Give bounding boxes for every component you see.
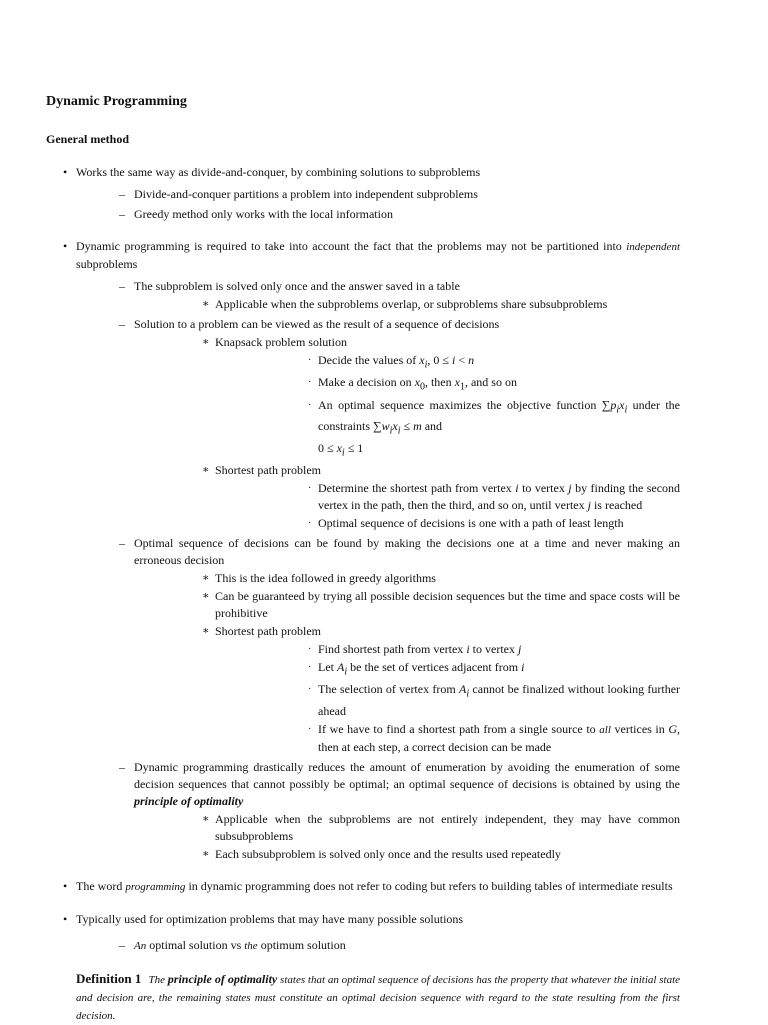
list-item: [215, 374, 680, 395]
list-item: [134, 623, 680, 756]
list-item: [215, 397, 680, 461]
list-item: [215, 352, 680, 373]
star-marker: ∗: [202, 336, 210, 348]
math-var: x: [419, 353, 425, 367]
bullet-marker: •: [63, 239, 68, 253]
bullet-marker: •: [63, 911, 68, 926]
dot-marker: ·: [308, 643, 312, 655]
list-item: [76, 759, 680, 863]
main-list: [46, 164, 680, 955]
definition-text: [76, 971, 681, 1022]
list-item: [134, 296, 680, 313]
item-text: Typically used for optimization problems that may have many possible solutions: [76, 911, 464, 926]
item-text: Applicable when the subproblems overlap, or subproblems share subsubproblems: [215, 297, 608, 311]
item-text: Works the same way as divide-and-conquer, by combining solutions to subproblems: [76, 165, 481, 179]
definition-the: The: [148, 973, 165, 986]
definition-term: principle of optimality: [167, 971, 278, 986]
page-title: Dynamic Programming: [46, 94, 187, 109]
item-text: to vertex: [522, 480, 565, 495]
emphasis-text: independent: [626, 241, 680, 253]
dash-marker: –: [119, 187, 125, 201]
sub-list: [76, 937, 680, 955]
bullet-marker: •: [63, 165, 68, 179]
sub-list: [215, 641, 680, 756]
dot-marker: ·: [308, 482, 312, 494]
math-var: j: [587, 497, 591, 512]
item-text: is reached: [593, 497, 643, 512]
list-item: [76, 186, 680, 203]
item-text: in dynamic programming does not refer to coding but refers to building tables of intermediate results: [188, 878, 673, 893]
item-text: by finding the second vertex in the path, then the third, and so on, until vertex: [318, 480, 681, 512]
list-item: [76, 937, 680, 955]
definition-label: Definition 1: [76, 970, 142, 986]
item-text: Shortest path problem: [215, 623, 321, 638]
item-text: Dynamic programming drastically reduces the amount of enumeration by avoiding the enumeration of some decision sequences that cannot possibly be optimal; an optimal sequence of decisions is obtained by using the: [134, 759, 680, 791]
list-item: [76, 316, 680, 532]
sub-list: [134, 811, 680, 863]
list-item: [215, 515, 680, 532]
sub-list: [215, 352, 680, 461]
item-text: ≤ 1: [347, 440, 364, 455]
item-text: , 0 ≤: [427, 353, 449, 367]
dash-marker: –: [119, 279, 125, 293]
math-sub: i: [466, 688, 470, 700]
math-var: i: [452, 353, 456, 367]
math-var: p: [610, 397, 617, 412]
sub-list: [134, 296, 680, 313]
bullet-marker: •: [63, 878, 68, 893]
dot-marker: ·: [308, 723, 312, 735]
item-text: subproblems: [76, 257, 138, 271]
math-sub: i: [397, 425, 401, 437]
math-var: x: [336, 440, 342, 455]
math-sub: i: [616, 404, 620, 416]
dot-marker: ·: [308, 684, 312, 696]
item-text: <: [458, 353, 466, 367]
sub-list: [76, 186, 680, 223]
list-item: [215, 480, 680, 514]
dash-marker: –: [119, 535, 125, 550]
math-var: x: [619, 397, 625, 412]
document-page: [46, 92, 680, 1025]
math-sub: i: [344, 666, 348, 678]
item-text: Optimal sequence of decisions is one with a path of least length: [318, 515, 624, 530]
math-rel: ≤: [403, 419, 411, 434]
math-var: i: [515, 480, 519, 495]
list-item: [134, 846, 680, 863]
math-var: A: [337, 659, 345, 674]
list-item: [76, 206, 680, 223]
item-text: cannot be finalized without looking further ahead: [318, 682, 681, 718]
item-text: , and so on: [464, 375, 517, 390]
item-text: The subproblem is solved only once and the answer saved in a table: [134, 279, 460, 293]
item-text: Make a decision on: [318, 375, 412, 390]
sub-list: [134, 570, 680, 756]
item-text: Decide the values of: [318, 353, 417, 367]
star-marker: ∗: [202, 298, 210, 310]
list-item: [134, 462, 680, 532]
star-marker: ∗: [202, 463, 210, 476]
item-text: If we have to find a shortest path from a single source to: [318, 721, 596, 736]
star-marker: ∗: [202, 812, 210, 825]
math-sub: 1: [459, 381, 465, 393]
dash-marker: –: [119, 937, 125, 952]
item-text: optimum solution: [260, 937, 346, 952]
list-item: [134, 334, 680, 461]
item-text: Greedy method only works with the local information: [134, 207, 393, 221]
list-item: [46, 164, 680, 223]
list-item: [76, 535, 680, 756]
list-item: [134, 570, 680, 587]
math-var: x: [414, 375, 420, 390]
list-item: [134, 811, 680, 845]
list-item: [46, 911, 680, 955]
sum-symbol: ∑: [601, 397, 611, 412]
math-var: w: [381, 419, 390, 434]
item-text: The selection of vertex from: [318, 682, 456, 697]
definition-block: [46, 970, 680, 1025]
math-var: i: [466, 641, 470, 656]
emphasis-text: all: [599, 723, 611, 736]
dash-marker: –: [119, 317, 125, 331]
section-heading: General method: [46, 132, 129, 146]
dash-marker: –: [119, 759, 125, 774]
item-text: Let: [318, 659, 334, 674]
sub-list: [215, 480, 680, 532]
math-var: m: [413, 419, 422, 434]
bold-italic-term: principle of optimality: [134, 793, 244, 808]
sum-symbol: ∑: [373, 419, 382, 434]
list-item: [76, 278, 680, 313]
star-marker: ∗: [202, 589, 210, 602]
item-text: optimal solution vs: [149, 937, 242, 952]
dot-marker: ·: [308, 377, 312, 389]
emphasis-text: An: [134, 939, 147, 952]
item-text: Optimal sequence of decisions can be found by making the decisions one at a time and never making an erroneous decision: [134, 535, 680, 567]
item-text: Knapsack problem solution: [215, 335, 347, 349]
item-text: Determine the shortest path from vertex: [318, 480, 512, 495]
dot-marker: ·: [308, 661, 312, 673]
math-sub: i: [341, 446, 345, 458]
math-sub: i: [389, 425, 393, 437]
item-text: An optimal sequence maximizes the objective function: [318, 397, 597, 412]
item-text: and: [424, 419, 443, 434]
item-text: under the constraints: [318, 397, 681, 434]
star-marker: ∗: [202, 624, 210, 637]
math-var: G: [668, 721, 678, 736]
math-var: x: [392, 419, 398, 434]
dot-marker: ·: [308, 355, 312, 366]
list-item: [215, 659, 680, 680]
item-text: 0 ≤: [318, 440, 334, 455]
star-marker: ∗: [202, 571, 210, 584]
item-text: Find shortest path from vertex: [318, 641, 464, 656]
math-var: i: [521, 659, 525, 674]
math-var: A: [458, 682, 467, 697]
item-text: be the set of vertices adjacent from: [350, 659, 519, 674]
item-text: Shortest path problem: [215, 462, 321, 477]
item-text: This is the idea followed in greedy algorithms: [215, 570, 436, 585]
list-item: [46, 878, 680, 896]
item-text: The word: [76, 878, 123, 893]
item-text: , then at each step, a correct decision can be made: [318, 721, 681, 754]
item-text: Applicable when the subproblems are not entirely independent, they may have common subsubproblems: [215, 811, 680, 843]
dot-marker: ·: [308, 517, 312, 529]
item-text: Can be guaranteed by trying all possible decision sequences but the time and space costs will be prohibitive: [215, 588, 680, 620]
dash-marker: –: [119, 207, 125, 221]
math-var: j: [568, 480, 572, 495]
sub-list: [134, 334, 680, 532]
math-var: x: [454, 375, 460, 390]
dot-marker: ·: [308, 399, 312, 411]
list-item: [215, 681, 680, 719]
list-item: [215, 721, 680, 756]
math-var: j: [517, 641, 522, 656]
list-item: [46, 238, 680, 863]
item-text: Solution to a problem can be viewed as the result of a sequence of decisions: [134, 317, 500, 331]
sub-list: [76, 278, 680, 863]
emphasis-text: the: [244, 939, 258, 952]
emphasis-text: programming: [125, 880, 186, 893]
math-sub: i: [624, 404, 628, 416]
math-sub: i: [424, 359, 428, 371]
item-text: Divide-and-conquer partitions a problem into independent subproblems: [134, 187, 478, 201]
star-marker: ∗: [202, 847, 210, 860]
math-var: n: [468, 353, 475, 367]
item-text: Each subsubproblem is solved only once and the results used repeatedly: [215, 846, 561, 861]
math-sub: 0: [419, 381, 425, 393]
item-text: vertices in: [614, 721, 665, 736]
item-text: to vertex: [472, 641, 515, 656]
definition-rest: states that an optimal sequence of decisions has the property that whatever the initial state and decision are, the remaining states must constitute an optimal decision sequence with regard to the state resulting from the first decision.: [76, 973, 681, 1022]
list-item: [134, 588, 680, 622]
item-text: , then: [424, 375, 452, 390]
list-item: [215, 641, 680, 658]
item-text: Dynamic programming is required to take into account the fact that the problems may not be partitioned into: [76, 239, 622, 253]
